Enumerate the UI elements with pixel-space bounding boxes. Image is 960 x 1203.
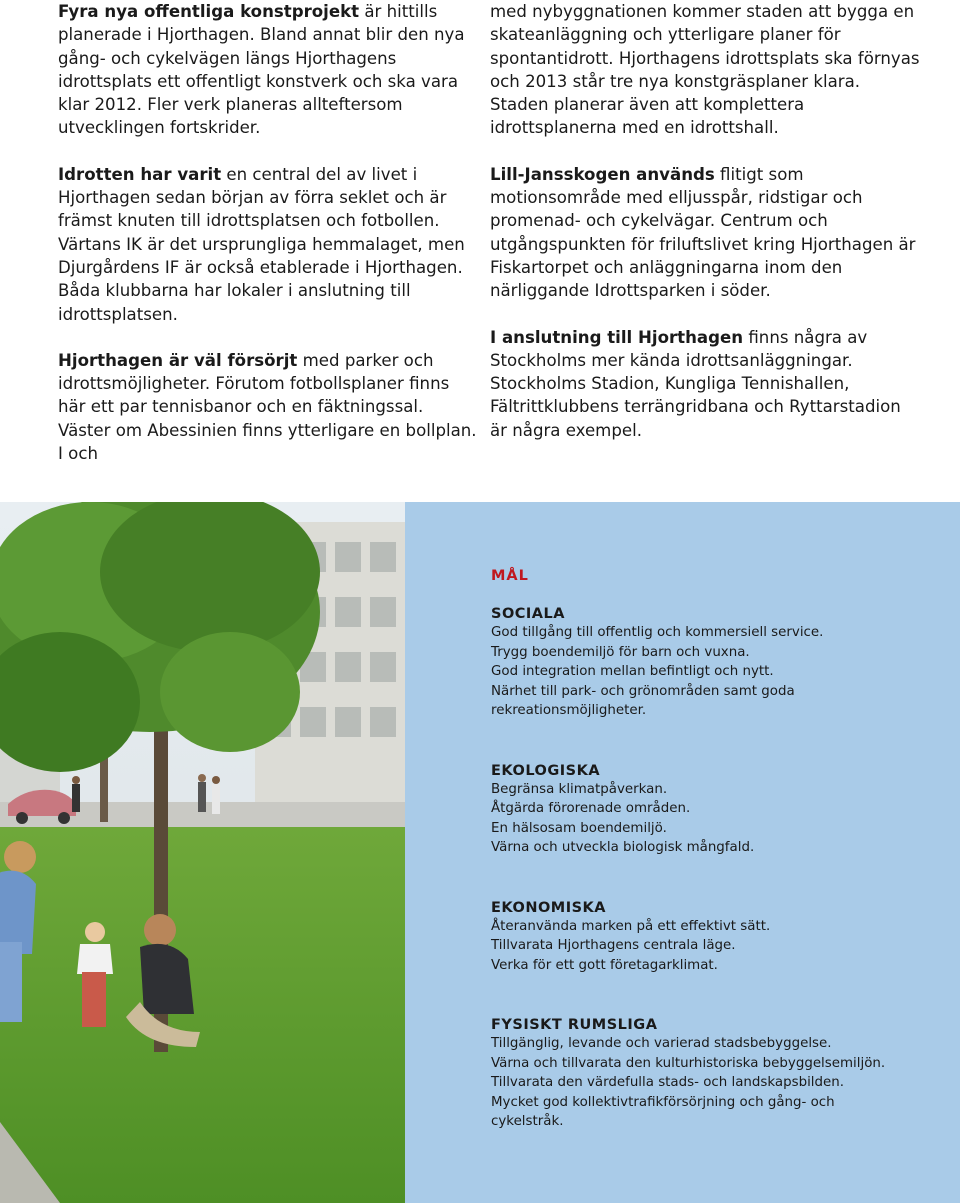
paragraph-parks xyxy=(58,349,478,465)
goal-section xyxy=(491,900,931,976)
goal-item: Begränsa klimatpåverkan. xyxy=(491,781,668,797)
paragraph-nearby-venues xyxy=(490,326,920,442)
goal-item: Tillvarata Hjorthagens centrala läge. xyxy=(491,938,736,953)
paragraph-text: finns några av Stockholms mer kända idrottsanläggningar. Stockholms Stadion, Kungliga Tennishallen, Fältrittklubbens terrängridbana och Ryttarstadion är några exempel. xyxy=(490,327,901,440)
goal-section xyxy=(491,606,931,721)
goal-section-heading: EKOLOGISKA xyxy=(491,762,601,779)
paragraph-text: med nybyggnationen kommer staden att bygga en skateanläggning och ytterligare planer för spontantidrott. Hjorthagens idrottsplats ska förnyas och 2013 står tre nya konstgräsplaner klara. Staden planerar även att komplettera idrottsplanerna med en idrottshall. xyxy=(490,2,920,138)
paragraph-lill-jansskogen xyxy=(490,163,920,303)
paragraph-lead: Idrotten har varit xyxy=(58,164,222,184)
goal-item: Värna och utveckla biologisk mångfald. xyxy=(491,840,755,855)
paragraph-lead: Lill-Jansskogen används xyxy=(490,164,715,184)
goals-panel xyxy=(405,502,960,1203)
goal-item: Åtgärda förorenade områden. xyxy=(491,801,691,816)
goal-item: rekreationsmöjligheter. xyxy=(491,703,647,718)
goal-item: God tillgång till offentlig och kommersiell service. xyxy=(491,625,824,640)
goal-item: Återanvända marken på ett effektivt sätt. xyxy=(491,918,771,934)
goal-item: Tillvarata den värdefulla stads- och landskapsbilden. xyxy=(491,1075,845,1090)
paragraph-text: med parker och idrottsmöjligheter. Förutom fotbollsplaner finns här ett par tennisbanor och en fäktningssal. Väster om Abessinien finns ytterligare en bollplan. I och xyxy=(58,350,477,464)
paragraph-art-projects xyxy=(58,0,478,140)
goal-list xyxy=(491,917,931,976)
paragraph-text: flitigt som motionsområde med elljusspår, ridstigar och promenad- och cykelvägar. Centrum och utgångspunkten för friluftslivet kring Hjorthagen är Fiskartorpet och anläggningarna inom den närliggande Idrottsparken i söder. xyxy=(490,164,916,301)
paragraph-lead: Fyra nya offentliga konstprojekt xyxy=(58,2,360,21)
paragraph-sports-history xyxy=(58,163,478,326)
paragraph-new-facilities xyxy=(490,0,920,140)
goals-title: MÅL xyxy=(491,568,529,584)
goal-sections xyxy=(491,606,931,1132)
paragraph-text: är hittills planerade i Hjorthagen. Bland annat blir den nya gång- och cykelvägen längs Hjorthagens idrottsplats ett offentligt konstverk och ska vara klar 2012. Fler verk planeras allteftersom utvecklingen fortskrider. xyxy=(58,2,465,138)
park-illustration xyxy=(0,502,405,1203)
goal-list xyxy=(491,780,931,858)
goal-item: Mycket god kollektivtrafikförsörjning och gång- och xyxy=(491,1094,835,1110)
goal-section xyxy=(491,1017,931,1132)
paragraph-lead: I anslutning till Hjorthagen xyxy=(490,327,744,347)
goal-item: cykelstråk. xyxy=(491,1114,564,1129)
goal-list xyxy=(491,623,931,721)
goal-list xyxy=(491,1034,931,1132)
goals-content xyxy=(491,568,931,1174)
goal-section-heading: FYSISKT RUMSLIGA xyxy=(491,1017,658,1033)
goal-item: En hälsosam boendemiljö. xyxy=(491,820,667,836)
paragraph-lead: Hjorthagen är väl försörjt xyxy=(58,350,298,370)
left-text-column xyxy=(58,0,478,488)
right-text-column xyxy=(490,0,920,465)
goal-item: Verka för ett gott företagarklimat. xyxy=(491,957,718,973)
goal-item: Tillgänglig, levande och varierad stadsbebyggelse. xyxy=(491,1036,832,1051)
paragraph-text: en central del av livet i Hjorthagen sedan början av förra seklet och är främst knuten till idrottsplatsen och fotbollen. Värtans IK är det ursprungliga hemmalaget, men Djurgårdens IF är också etablerade i Hjorthagen. Båda klubbarna har lokaler i anslutning till idrottsplatsen. xyxy=(58,164,465,324)
goal-item: God integration mellan befintligt och nytt. xyxy=(491,664,774,679)
goal-section xyxy=(491,763,931,858)
goal-item: Närhet till park- och grönområden samt goda xyxy=(491,683,795,699)
goal-item: Trygg boendemiljö för barn och vuxna. xyxy=(491,644,750,660)
goal-section-heading: EKONOMISKA xyxy=(491,899,607,916)
goal-section-heading: SOCIALA xyxy=(491,606,565,622)
goal-item: Värna och tillvarata den kulturhistoriska bebyggelsemiljön. xyxy=(491,1055,886,1071)
